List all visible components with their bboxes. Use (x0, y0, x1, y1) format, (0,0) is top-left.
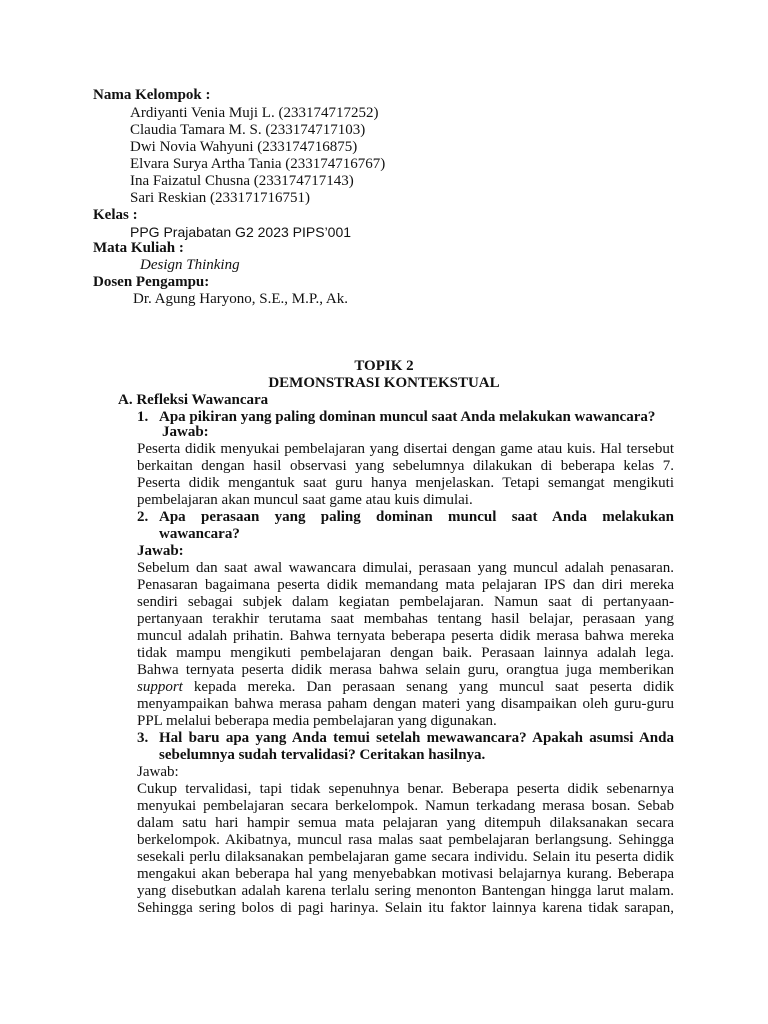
lecturer-value: Dr. Agung Haryono, S.E., M.P., Ak. (133, 291, 349, 307)
q3-answer-line: berkelompok. Akibatnya, muncul rasa malas saat pembelajaran berlangsung. Sehingga (137, 832, 674, 848)
class-label: Kelas : (93, 207, 138, 223)
group-label: Nama Kelompok : (93, 87, 211, 103)
member-1: Ardiyanti Venia Muji L. (233174717252) (130, 105, 379, 121)
q2-answer-label: Jawab: (137, 543, 184, 559)
q2-answer-line: muncul adalah prihatin. Bahwa ternyata beberapa peserta didik merasa bahwa mereka (137, 628, 674, 644)
q3-answer-line: yang disebutkan adalah karena terlalu sering menonton Bantengan hingga larut malam. (137, 883, 674, 899)
lecturer-label: Dosen Pengampu: (93, 274, 210, 290)
q3-answer-line: dalam satu hari hampir semua mata pelajaran yang ditempuh dilaksanakan secara (137, 815, 674, 831)
q1-question: Apa pikiran yang paling dominan muncul saat Anda melakukan wawancara? (159, 409, 656, 425)
q2-answer-line: tidak mampu mengikuti pembelajaran dengan baik. Perasaan lainnya adalah lega. (137, 645, 674, 661)
member-4: Elvara Surya Artha Tania (233174716767) (130, 156, 386, 172)
support-rest: kepada mereka. Dan perasaan senang yang muncul saat peserta didik (182, 679, 674, 695)
q3-answer-line: Sehingga sering bolos di pagi harinya. Selain itu faktor lainnya karena tidak sarapan, (137, 900, 674, 916)
member-2: Claudia Tamara M. S. (233174717103) (130, 122, 366, 138)
q1-number: 1. (137, 409, 149, 425)
member-5: Ina Faizatul Chusna (233174717143) (130, 173, 354, 189)
q1-answer-label: Jawab: (162, 424, 209, 440)
course-label: Mata Kuliah : (93, 240, 184, 256)
q3-answer-line: sesekali perlu dilaksanakan pembelajaran game secara individu. Selain itu peserta didik (137, 849, 674, 865)
q1-answer-line: pembelajaran akan muncul saat game atau kuis dimulai. (137, 492, 473, 508)
q2-answer-line: Penasaran bagaimana peserta didik memandang mata pelajaran IPS dan diri mereka (137, 577, 674, 593)
course-value: Design Thinking (140, 257, 240, 273)
q3-answer-line: Cukup tervalidasi, tapi tidak sepenuhnya benar. Beberapa peserta didik sebenarnya (137, 781, 674, 797)
q2-question-line2: wawancara? (159, 526, 240, 542)
support-word: support (137, 679, 183, 695)
section-heading: A. Refleksi Wawancara (118, 392, 269, 408)
q3-answer-line: mengakui akan beberapa hal yang menyebabkan motivasi belajarnya kurang. Beberapa (137, 866, 674, 882)
q2-number: 2. (137, 509, 149, 525)
q3-answer-label: Jawab: (137, 764, 179, 780)
q2-answer-line: Bahwa ternyata peserta didik merasa bahwa selain guru, orangtua juga memberikan (137, 662, 674, 678)
member-3: Dwi Novia Wahyuni (233174716875) (130, 139, 358, 155)
q2-answer-line: menyampaikan bahwa merasa paham dengan materi yang disampaikan oleh guru-guru (137, 696, 674, 712)
q3-number: 3. (137, 730, 149, 746)
q3-question-line1: Hal baru apa yang Anda temui setelah mewawancara? Apakah asumsi Anda (159, 730, 674, 746)
q2-answer-line-support (137, 679, 674, 696)
q2-question-line1: Apa perasaan yang paling dominan muncul saat Anda melakukan (159, 509, 674, 525)
q1-answer-line: Peserta didik menyukai pembelajaran yang disertai dengan game atau kuis. Hal tersebut (137, 441, 674, 457)
q2-answer-line: sendiri sebagai subjek dalam kegiatan pembelajaran. Namun saat di pertanyaan- (137, 594, 674, 610)
class-value: PPG Prajabatan G2 2023 PIPS’001 (130, 224, 352, 240)
q3-answer-line: menyukai pembelajaran secara berkelompok. Namun terkadang merasa bosan. Sebab (137, 798, 674, 814)
q2-answer-line: Sebelum dan saat awal wawancara dimulai, perasaan yang muncul adalah penasaran. (137, 560, 674, 576)
topic-subtitle: DEMONSTRASI KONTEKSTUAL (268, 375, 500, 391)
q2-answer-line: pertanyaan terakhir terutama saat membahas tentang hasil belajar, perasaan yang (137, 611, 674, 627)
q1-answer-line: Peserta didik mengantuk saat guru hanya menjelaskan. Tetapi semangat mengikuti (137, 475, 674, 491)
q2-answer-line: PPL melalui beberapa media pembelajaran yang digunakan. (137, 713, 497, 729)
member-6: Sari Reskian (233171716751) (130, 190, 310, 206)
q1-answer-line: berkaitan dengan hasil observasi yang sebelumnya dilakukan di beberapa kelas 7. (137, 458, 674, 474)
q3-question-line2: sebelumnya sudah tervalidasi? Ceritakan hasilnya. (159, 747, 486, 763)
topic-title: TOPIK 2 (354, 358, 414, 374)
